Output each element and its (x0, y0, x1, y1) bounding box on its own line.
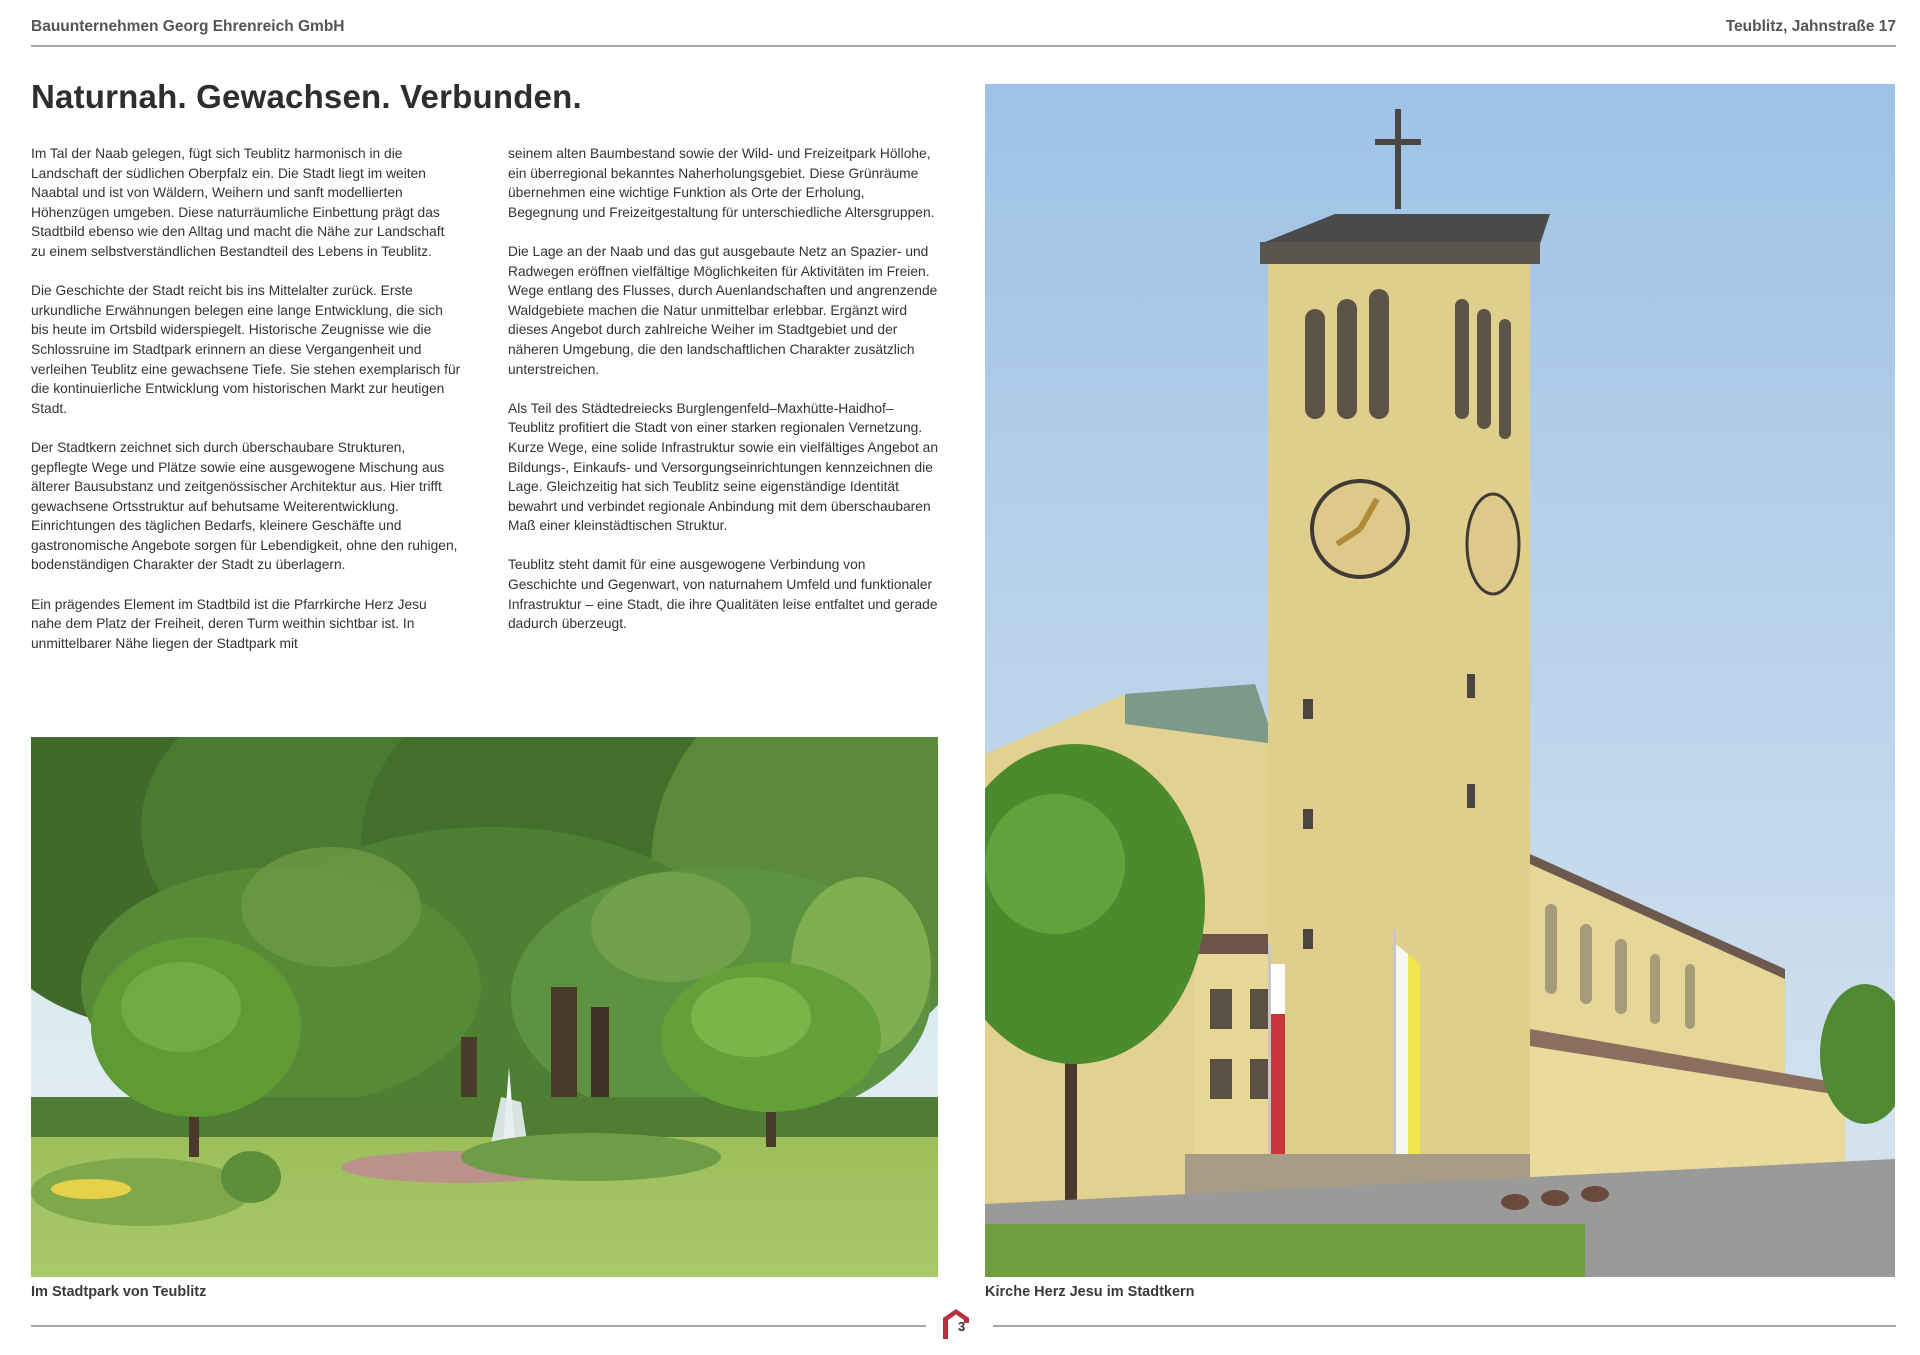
park-photo (31, 737, 938, 1277)
header-address: Teublitz, Jahnstraße 17 (1725, 18, 1896, 35)
text-column-right (508, 144, 938, 653)
park-photo-illustration (31, 737, 938, 1277)
page-title: Naturnah. Gewachsen. Verbunden. (31, 78, 582, 115)
church-photo-illustration (985, 84, 1895, 1277)
church-photo-caption: Kirche Herz Jesu im Stadtkern (985, 1284, 1195, 1300)
footer-divider-left (31, 1325, 926, 1327)
paragraph: Die Geschichte der Stadt reicht bis ins Mittelalter zurück. Erste urkundliche Erwähnungen belegen eine lange Entwicklung, die sich bis heute im Ortsbild widerspiegelt. Historische Zeugnisse wie die Schlossruine im Stadtpark erinnern an diese Vergangenheit und verleihen Teublitz eine gewachsene Tiefe. Sie stehen exemplarisch für die kontinuierliche Entwicklung vom historischen Markt zur heutigen Stadt. (31, 283, 461, 416)
house-logo-icon (940, 1306, 972, 1340)
header-company-name: Bauunternehmen Georg Ehrenreich GmbH (31, 18, 345, 35)
text-column-left (31, 144, 461, 673)
park-photo-caption: Im Stadtpark von Teublitz (31, 1284, 207, 1300)
page-number: 3 (958, 1319, 966, 1334)
header-divider (31, 45, 1896, 47)
paragraph: Im Tal der Naab gelegen, fügt sich Teublitz harmonisch in die Landschaft der südlichen Oberpfalz ein. Die Stadt liegt im weiten Naabtal und ist von Wäldern, Weihern und sanft modellierten Höhenzügen umgeben. Diese naturräumliche Einbettung prägt das Stadtbild ebenso wie den Alltag und macht die Nähe zur Landschaft zu einem selbstverständlichen Bestandteil des Lebens in Teublitz. (31, 146, 445, 259)
paragraph: Als Teil des Städtedreiecks Burglengenfeld–Maxhütte-Haidhof–Teublitz profitiert die Stadt von einer starken regionalen Vernetzung. Kurze Wege, eine solide Infrastruktur sowie ein vielfältiges Angebot an Bildungs-, Einkaufs- und Versorgungseinrichtungen kennzeichnen die Lage. Gleichzeitig hat sich Teublitz seine eigenständige Identität bewahrt und verbindet regionale Anbindung mit dem überschaubaren Maß einer kleinstädtischen Struktur. (508, 400, 938, 534)
paragraph: Der Stadtkern zeichnet sich durch überschaubare Strukturen, gepflegte Wege und Plätze sowie eine ausgewogene Mischung aus älterer Bausubstanz und zeitgenössischer Architektur aus. Hier trifft gewachsene Ortsstruktur auf behutsame Weiterentwicklung. Einrichtungen des täglichen Bedarfs, kleinere Geschäfte und gastronomische Angebote sorgen für Lebendigkeit, ohne den ruhigen, bodenständigen Charakter der Stadt zu überlagern. (31, 439, 458, 573)
footer-divider-right (993, 1325, 1896, 1327)
paragraph: Die Lage an der Naab und das gut ausgebaute Netz an Spazier- und Radwegen eröffnen vielfältige Möglichkeiten für Aktivitäten im Freien. Wege entlang des Flusses, durch Auenlandschaften und angrenzende Waldgebiete machen die Natur unmittelbar erlebbar. Ergänzt wird dieses Angebot durch zahlreiche Weiher im Stadtgebiet und der näheren Umgebung, die den landschaftlichen Charakter zusätzlich unterstreichen. (508, 243, 938, 377)
paragraph: Teublitz steht damit für eine ausgewogene Verbindung von Geschichte und Gegenwart, von naturnahem Umfeld und funktionaler Infrastruktur – eine Stadt, die ihre Qualitäten leise entfaltet und gerade dadurch überzeugt. (508, 557, 938, 632)
paragraph: seinem alten Baumbestand sowie der Wild- und Freizeitpark Höllohe, ein überregional bekanntes Naherholungsgebiet. Diese Grünräume übernehmen eine wichtige Funktion als Orte der Erholung, Begegnung und Freizeitgestaltung für unterschiedliche Altersgruppen. (508, 146, 935, 220)
paragraph: Ein prägendes Element im Stadtbild ist die Pfarrkirche Herz Jesu nahe dem Platz der Freiheit, deren Turm weithin sichtbar ist. In unmittelbarer Nähe liegen der Stadtpark mit (31, 596, 427, 651)
church-photo (985, 84, 1895, 1277)
